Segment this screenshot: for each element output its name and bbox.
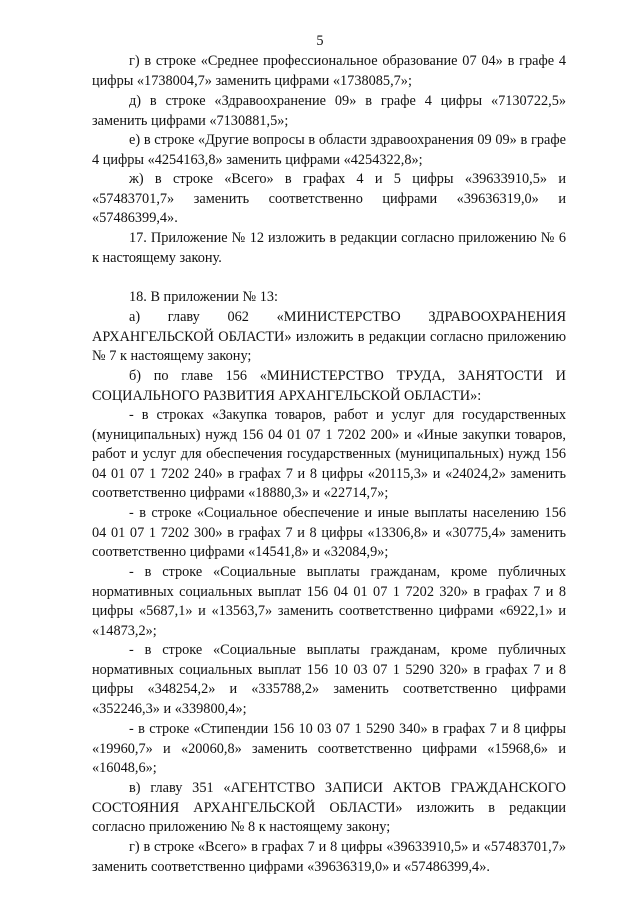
page-number: 5 <box>316 33 324 49</box>
paragraph-item-18-heading: 18. В приложении № 13: <box>129 289 278 305</box>
paragraph-item-zh-total: ж) в строке «Всего» в графах 4 и 5 цифры «39633910,5» и «57483701,7» заменить соответственно цифрами «39636319,0» и «57486399,4». <box>92 171 566 227</box>
paragraph-item-17: 17. Приложение № 12 изложить в редакции согласно приложению № 6 к настоящему закону. <box>92 230 566 266</box>
paragraph-dash-procurement: - в строках «Закупка товаров, работ и услуг для государственных (муниципальных) нужд 156 04 01 07 1 7202 200» и «Иные закупки товаров, работ и услуг для обеспечения государственных (муниципальных) нужд 156 04 01 07 1 7202 240» в графах 7 и 8 цифры «20115,3» и «24024,2» заменить соответственно цифрами «18880,3» и «22714,7»; <box>92 407 566 502</box>
paragraph-dash-social-payments-10: - в строке «Социальные выплаты гражданам, кроме публичных нормативных социальных выплат 156 10 03 07 1 5290 320» в графах 7 и 8 цифры «348254,2» и «335788,2» заменить соответственно цифрами «352246,3» и «339800,4»; <box>92 642 566 717</box>
paragraph-dash-scholarships: - в строке «Стипендии 156 10 03 07 1 5290 340» в графах 7 и 8 цифры «19960,7» и «20060,8» заменить соответственно цифрами «15968,6» и «16048,6»; <box>92 721 566 777</box>
paragraph-item-e-other-healthcare: е) в строке «Другие вопросы в области здравоохранения 09 09» в графе 4 цифры «4254163,8» заменить цифрами «4254322,8»; <box>92 132 566 168</box>
paragraph-item-v-chapter-351: в) главу 351 «АГЕНТСТВО ЗАПИСИ АКТОВ ГРАЖДАНСКОГО СОСТОЯНИЯ АРХАНГЕЛЬСКОЙ ОБЛАСТИ» изложить в редакции согласно приложению № 8 к настоящему закону; <box>92 780 566 836</box>
paragraph-item-b-chapter-156: б) по главе 156 «МИНИСТЕРСТВО ТРУДА, ЗАНЯТОСТИ И СОЦИАЛЬНОГО РАЗВИТИЯ АРХАНГЕЛЬСКОЙ ОБЛАСТИ»: <box>92 368 566 404</box>
paragraph-item-g-education: г) в строке «Среднее профессиональное образование 07 04» в графе 4 цифры «1738004,7» заменить цифрами «1738085,7»; <box>92 53 566 89</box>
paragraph-item-g-total: г) в строке «Всего» в графах 7 и 8 цифры «39633910,5» и «57483701,7» заменить соответственно цифрами «39636319,0» и «57486399,4». <box>92 839 566 875</box>
paragraph-dash-social-payments-04: - в строке «Социальные выплаты гражданам, кроме публичных нормативных социальных выплат 156 04 01 07 1 7202 320» в графах 7 и 8 цифры «5687,1» и «13563,7» заменить соответственно цифрами «6922,1» и «14873,2»; <box>92 564 566 639</box>
paragraph-item-a-chapter-062: а) главу 062 «МИНИСТЕРСТВО ЗДРАВООХРАНЕНИЯ АРХАНГЕЛЬСКОЙ ОБЛАСТИ» изложить в редакции согласно приложению № 7 к настоящему закону; <box>92 309 566 365</box>
paragraph-item-d-healthcare: д) в строке «Здравоохранение 09» в графе 4 цифры «7130722,5» заменить цифрами «7130881,5»; <box>92 93 566 129</box>
paragraph-dash-social-security: - в строке «Социальное обеспечение и иные выплаты населению 156 04 01 07 1 7202 300» в графах 7 и 8 цифры «13306,8» и «30775,4» заменить соответственно цифрами «14541,8» и «32084,9»; <box>92 505 566 561</box>
